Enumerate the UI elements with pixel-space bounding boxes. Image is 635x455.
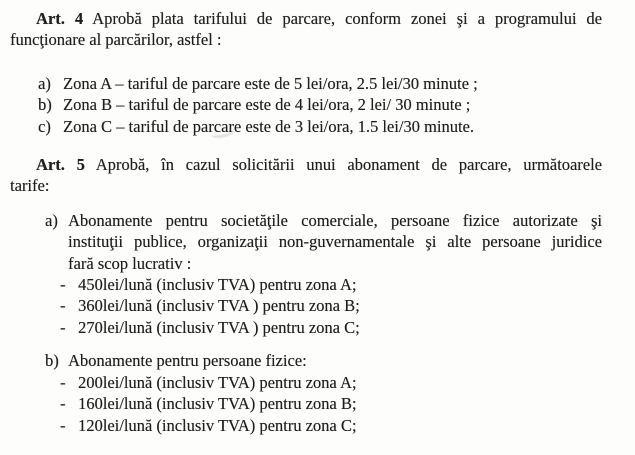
item-marker: a)	[38, 73, 51, 93]
item-text-line3: fară scop lucrativ :	[68, 253, 192, 273]
art5-intro-line2: tarife:	[10, 176, 50, 196]
dash-marker: -	[60, 296, 66, 316]
art4-paragraph	[10, 8, 602, 51]
list-item-zona-a	[38, 73, 602, 94]
art5-intro-text: Aprobă, în cazul solicitării unui abonament de parcare, următoarele	[95, 155, 602, 175]
art4-intro-line1	[10, 8, 602, 29]
art4-zone-list	[38, 73, 602, 137]
sublist-item-text: 120lei/lună (inclusiv TVA) pentru zona C;	[78, 415, 357, 435]
item-text: Zona A – tariful de parcare este de 5 lei/ora, 2.5 lei/30 minute ;	[63, 73, 478, 93]
item-text: Zona C – tariful de parcare este de 3 lei/ora, 1.5 lei/30 minute.	[63, 116, 474, 136]
sublist-item	[60, 317, 602, 338]
art4-intro-text: Aprobă plata tarifului de parcare, conform zonei şi a programului de	[92, 9, 603, 28]
list-item-zona-b	[38, 94, 602, 115]
sublist-item	[60, 393, 602, 414]
item-marker: b)	[45, 351, 59, 371]
art4-label: Art. 4	[36, 9, 84, 28]
sublist-item-text: 160lei/lună (inclusiv TVA) pentru zona B;	[78, 394, 357, 414]
list-item-abonamente-fizice	[45, 350, 602, 371]
item-marker: b)	[38, 95, 52, 115]
sublist-item	[60, 295, 602, 316]
item-text-line1: Abonamente pentru persoane fizice:	[68, 351, 307, 371]
sublist-item-text: 360lei/lună (inclusiv TVA ) pentru zona B;	[78, 296, 360, 316]
list-item-abonamente-juridice	[45, 210, 602, 274]
sublist-item	[60, 274, 602, 295]
dash-marker: -	[60, 372, 66, 392]
sublist-item-text: 270lei/lună (inclusiv TVA ) pentru zona C;	[78, 317, 360, 337]
item-marker: c)	[38, 116, 51, 136]
sublist-juridice	[10, 274, 602, 338]
dash-marker: -	[60, 394, 66, 414]
sublist-item	[60, 372, 602, 393]
item-body	[68, 350, 602, 371]
item-text: Zona B – tariful de parcare este de 4 lei/ora, 2 lei/ 30 minute ;	[63, 95, 471, 115]
sublist-fizice	[10, 372, 602, 436]
sublist-item-text: 200lei/lună (inclusiv TVA) pentru zona A;	[78, 372, 357, 392]
dash-marker: -	[60, 275, 66, 295]
art5-intro-line1	[10, 154, 602, 175]
art5-paragraph	[10, 154, 602, 197]
list-item-zona-c	[38, 116, 602, 137]
item-text-line2: instituţii publice, organizaţii non-guvernamentale şi alte persoane juridice	[68, 232, 602, 252]
item-text-line1: Abonamente pentru societăţile comerciale, persoane fizice autorizate şi	[68, 210, 602, 230]
sublist-item-text: 450lei/lună (inclusiv TVA) pentru zona A;	[78, 275, 357, 295]
dash-marker: -	[60, 317, 66, 337]
art4-intro-line2: funcţionare al parcărilor, astfel :	[10, 30, 222, 50]
art5-label: Art. 5	[36, 155, 85, 175]
item-marker: a)	[45, 210, 58, 230]
dash-marker: -	[60, 415, 66, 435]
item-body	[68, 210, 602, 274]
sublist-item	[60, 415, 602, 436]
